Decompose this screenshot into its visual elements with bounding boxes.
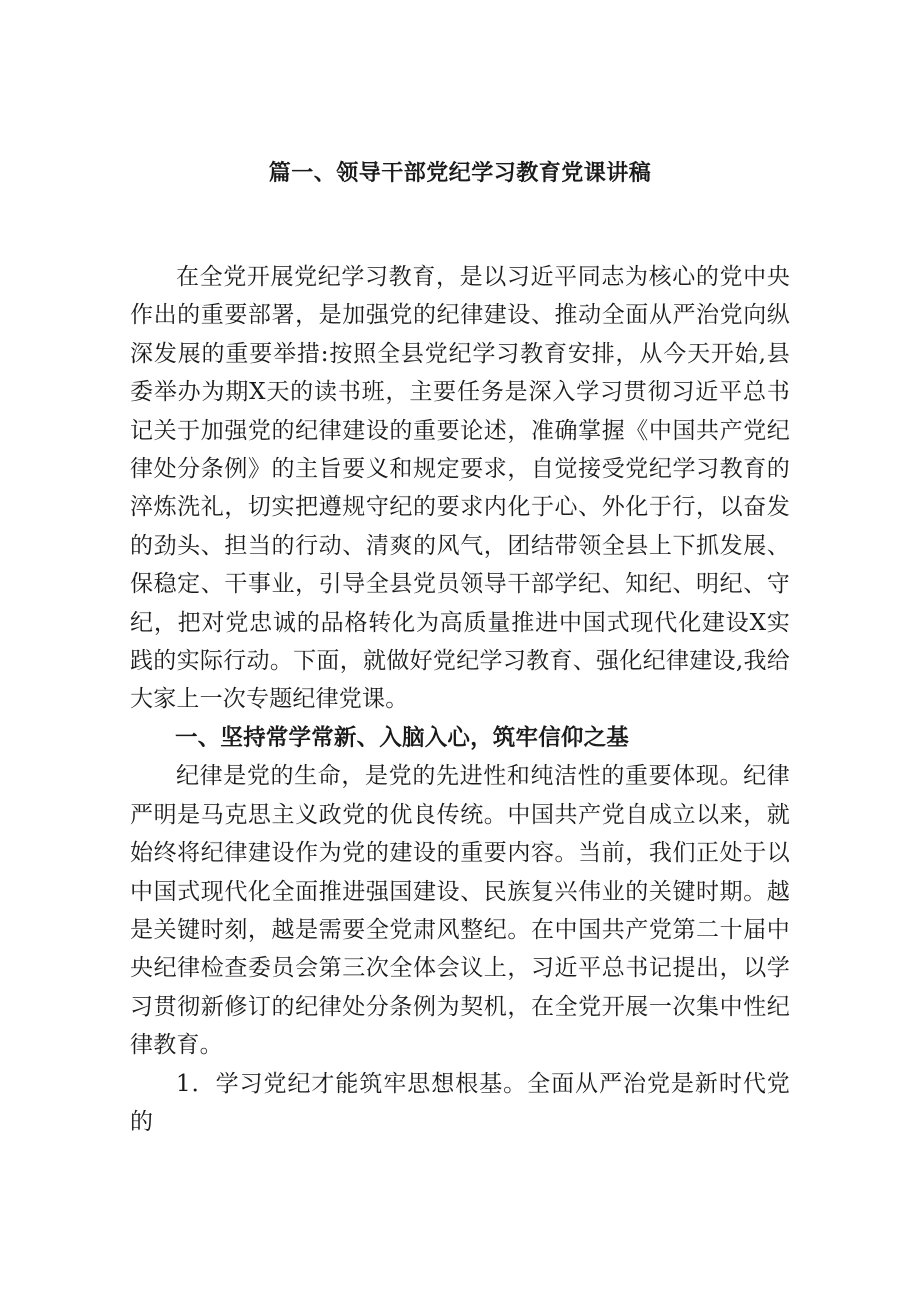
document-title: 篇一、领导干部党纪学习教育党课讲稿 bbox=[268, 161, 652, 186]
body-paragraph: 纪律是党的生命，是党的先进性和纯洁性的重要体现。纪律严明是马克思主义政党的优良传统。中国共产党自成立以来，就始终将纪律建设作为党的建设的重要内容。当前，我们正处于以中国式现代化全面推进强国建设、民族复兴伟业的关键时期。越是关键时刻，越是需要全党肃风整纪。在中国共产党第二十届中央纪律检查委员会第三次全体会议上，习近平总书记提出，以学习贯彻新修订的纪律处分条例为契机，在全党开展一次集中性纪律教育。 bbox=[130, 763, 790, 1059]
intro-paragraph: 在全党开展党纪学习教育，是以习近平同志为核心的党中央作出的重要部署，是加强党的纪律建设、推动全面从严治党向纵深发展的重要举措:按照全县党纪学习教育安排，从今天开始,县委举办为期X天的读书班，主要任务是深入学习贯彻习近平总书记关于加强党的纪律建设的重要论述，准确掌握《中国共产党纪律处分条例》的主旨要义和规定要求，自觉接受党纪学习教育的淬炼洗礼，切实把遵规守纪的要求内化于心、外化于行，以奋发的劲头、担当的行动、清爽的风气，团结带领全县上下抓发展、保稳定、干事业，引导全县党员领导干部学纪、知纪、明纪、守纪，把对党忠诚的品格转化为高质量推进中国式现代化建设X实践的实际行动。下面，就做好党纪学习教育、强化纪律建设,我给大家上一次专题纪律党课。 bbox=[130, 264, 790, 713]
section-heading: 一、坚持常学常新、入脑入心，筑牢信仰之基 bbox=[175, 724, 630, 751]
document-body bbox=[130, 258, 790, 1141]
body-paragraph: 1．学习党纪才能筑牢思想根基。全面从严治党是新时代党的 bbox=[130, 1070, 790, 1135]
